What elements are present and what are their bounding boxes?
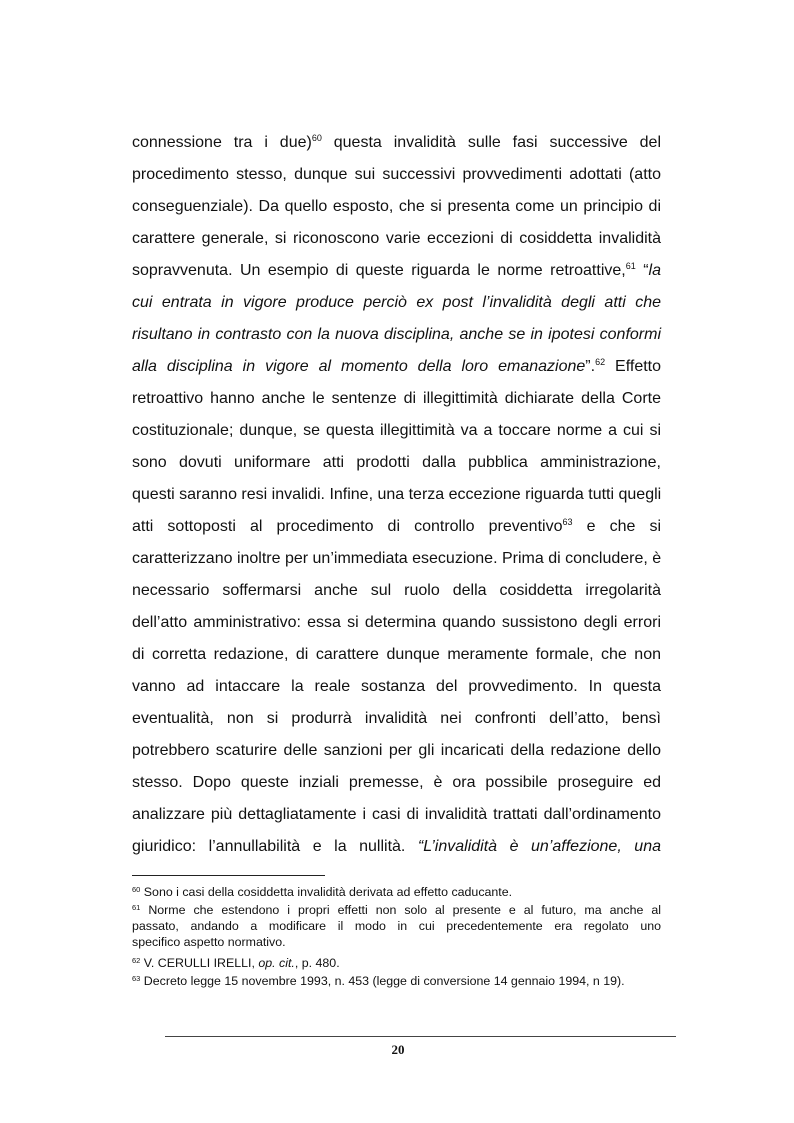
footnote-ref-63[interactable]: 63 [562,517,573,527]
body-line-22: analizzare più dettagliatamente i casi di invalidità trattati dall’ordinamento [132,806,661,823]
footer-rule [165,1036,676,1037]
body-line-19: eventualità, non si produrrà invalidità nei confronti dell’atto, bensì [132,710,661,727]
body-line-6: cui entrata in vigore produce perciò ex post l’invalidità degli atti che [132,294,661,311]
body-line-1: connessione tra i due)$^{60}$ questa invalidità sulle fasi successive del [132,133,662,151]
body-line-3: conseguenziale). Da quello esposto, che si presenta come un principio di [132,198,661,215]
footnote-ref-61[interactable]: 61 [625,261,636,271]
body-line-23: giuridico: l’annullabilità e la nullità. “L’invalidità è un’affezione, una [132,838,661,855]
footnote-60: $^{60}$ Sono i casi della cosiddetta invalidità derivata ad effetto caducante. [132,885,513,899]
body-line-15: necessario soffermarsi anche sul ruolo della cosiddetta irregolarità [132,582,661,599]
body-line-7: risultano in contrasto con la nuova disciplina, anche se in ipotesi conformi [132,326,661,343]
body-line-16: dell’atto amministrativo: essa si determina quando sussistono degli errori [132,614,661,631]
body-line-4: carattere generale, si riconoscono varie eccezioni di cosiddetta invalidità [132,230,661,247]
footnote-61: $^{61}$ Norme che estendono i propri effetti non solo al presente e al futuro, ma anche al [132,903,661,917]
body-line-13: atti sottoposti al procedimento di controllo preventivo$^{63}$ e che si [132,517,661,535]
body-line-21: stesso. Dopo queste inziali premesse, è ora possibile proseguire ed [132,774,661,791]
body-line-18: vanno ad intaccare la reale sostanza del provvedimento. In questa [132,678,661,695]
body-line-11: sono dovuti uniformare atti prodotti dalla pubblica amministrazione, [132,454,661,471]
page-number: 20 [391,1042,405,1057]
footnote-63: $^{63}$ Decreto legge 15 novembre 1993, n. 453 (legge di conversione 14 gennaio 1994, n 19). [132,974,625,988]
footnote-separator [132,875,325,876]
body-line-14: caratterizzano inoltre per un’immediata esecuzione. Prima di concludere, è [132,550,662,567]
body-line-12: questi saranno resi invalidi. Infine, una terza eccezione riguarda tutti quegli [132,486,662,503]
body-line-2: procedimento stesso, dunque sui successivi provvedimenti adottati (atto [132,166,661,183]
footnote-61-line-3: specifico aspetto normativo. [132,935,286,949]
footnote-61-line-2: passato, andando a modificare il modo in cui precedentemente era regolato uno [132,919,661,933]
body-line-8: alla disciplina in vigore al momento della loro emanazione”.$^{62}$ Effetto [132,357,662,375]
footnote-62: $^{62}$ V. CERULLI IRELLI, op. cit., p. 480. [132,956,340,970]
body-line-20: potrebbero scaturire delle sanzioni per gli incaricati della redazione dello [132,742,661,759]
body-line-17: di corretta redazione, di carattere dunque meramente formale, che non [132,646,661,663]
body-line-9: retroattivo hanno anche le sentenze di illegittimità dichiarate della Corte [132,390,661,407]
body-line-10: costituzionale; dunque, se questa illegittimità va a toccare norme a cui si [132,422,661,439]
footnote-ref-60[interactable]: 60 [311,133,322,143]
body-line-5: sopravvenuta. Un esempio di queste riguarda le norme retroattive,$^{61}$ “la [132,261,661,279]
footnote-ref-62[interactable]: 62 [595,357,606,367]
